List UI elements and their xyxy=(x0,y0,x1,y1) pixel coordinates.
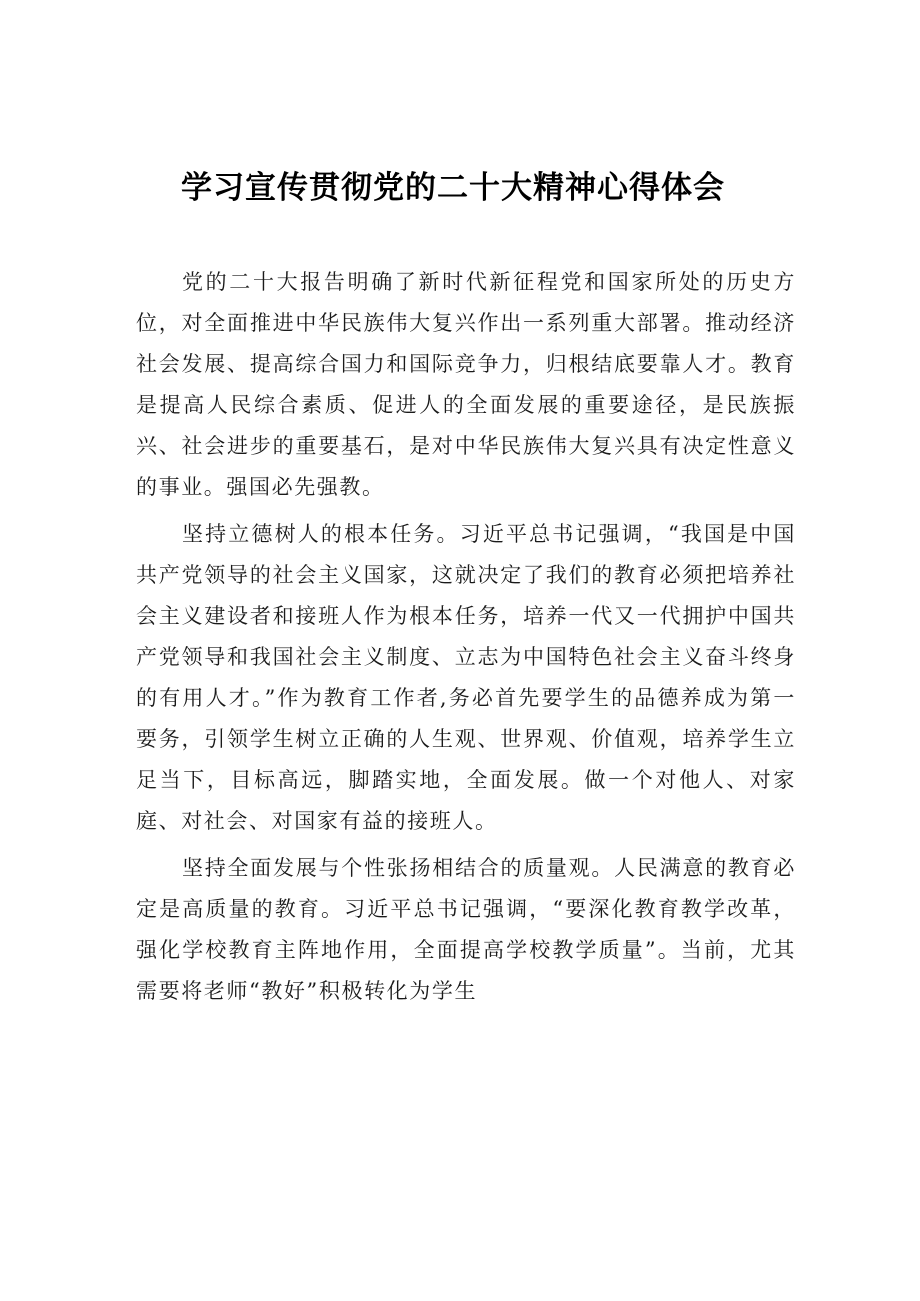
document-title: 学习宣传贯彻党的二十大精神心得体会 xyxy=(181,170,725,206)
paragraph-3: 坚持全面发展与个性张扬相结合的质量观。人民满意的教育必定是高质量的教育。习近平总书记强调，“要深化教育教学改革，强化学校教育主阵地作用，全面提高学校教学质量”。当前，尤其需要将老师“教好”积极转化为学生 xyxy=(136,856,796,1003)
document-body xyxy=(136,262,796,1018)
paragraph-1: 党的二十大报告明确了新时代新征程党和国家所处的历史方位，对全面推进中华民族伟大复兴作出一系列重大部署。推动经济社会发展、提高综合国力和国际竞争力，归根结底要靠人才。教育是提高人民综合素质、促进人的全面发展的重要途径，是民族振兴、社会进步的重要基石，是对中华民族伟大复兴具有决定性意义的事业。强国必先强教。 xyxy=(136,270,796,499)
paragraph-2: 坚持立德树人的根本任务。习近平总书记强调，“我国是中国共产党领导的社会主义国家，这就决定了我们的教育必须把培养社会主义建设者和接班人作为根本任务，培养一代又一代拥护中国共产党领导和我国社会主义制度、立志为中国特色社会主义奋斗终身的有用人才。”作为教育工作者,务必首先要学生的品德养成为第一要务，引领学生树立正确的人生观、世界观、价值观，培养学生立足当下，目标高远，脚踏实地，全面发展。做一个对他人、对家庭、对社会、对国家有益的接班人。 xyxy=(136,522,796,833)
